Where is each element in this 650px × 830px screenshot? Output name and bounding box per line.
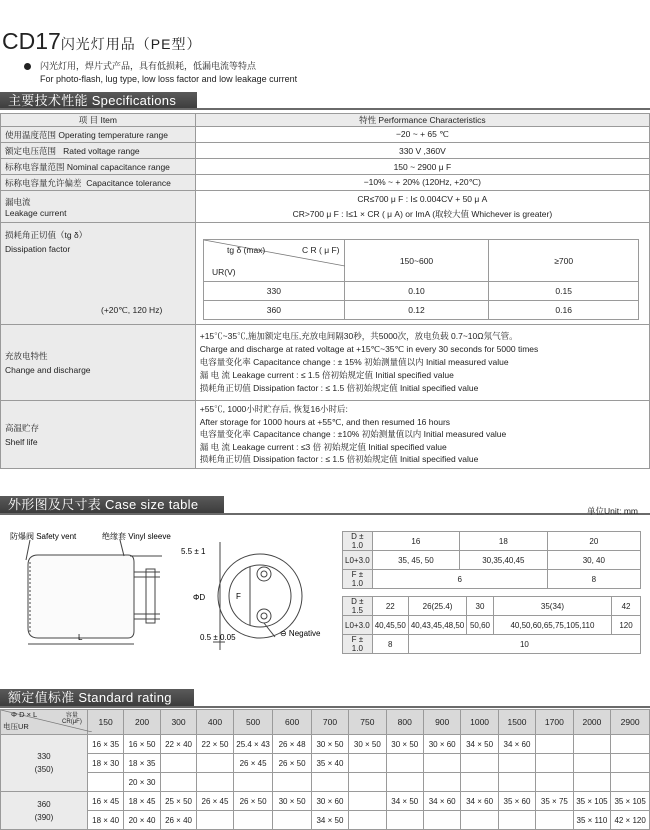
size-cell: 16 × 50 — [124, 735, 160, 754]
size-cell: 34 × 50 — [311, 811, 348, 830]
size-cell: 26 × 45 — [233, 754, 273, 773]
cap-header: 200 — [124, 710, 160, 735]
case-banner: 外形图及尺寸表 Case size table — [0, 496, 224, 513]
table-row — [1, 735, 650, 754]
size-cell: 25 × 50 — [160, 792, 196, 811]
size-cell: 26 × 50 — [233, 792, 273, 811]
size-cell — [349, 754, 386, 773]
leakage-label: 漏电流 Leakage current — [1, 191, 196, 223]
size-cell: 16 × 45 — [87, 792, 123, 811]
size-cell: 34 × 60 — [498, 735, 535, 754]
size-cell — [197, 754, 233, 773]
size-cell: 34 × 60 — [461, 792, 498, 811]
cap-header: 1500 — [498, 710, 535, 735]
spec-row-value: 330 V ,360V — [195, 143, 649, 159]
intro-cn: 闪光灯用，焊片式产品，具有低损耗，低漏电流等特点 — [40, 61, 257, 71]
model-code: CD17 — [2, 28, 61, 54]
spec-row-value: −20 ~ + 65 ℃ — [195, 127, 649, 143]
charge-value: +15℃~35℃,施加额定电压,充放电间隔30秒，共5000次，放电负载 0.7~10Ω氖气管。 Charge and discharge at rated voltage at +15℃~35℃ in every 30 seconds for 5000 times 电容量变化率 Capacitance change : ± 15% 初始测量值以内 Initial measured value 漏 电 流 Leakage current : ≤ 1.5 倍初始规定值 Initial specified value 损耗角正切值 Dissipation factor : ≤ 1.5 倍初始规定值 Initial specified value — [195, 325, 649, 401]
size-cell — [197, 773, 233, 792]
size-cell — [573, 754, 611, 773]
cap-header: 500 — [233, 710, 273, 735]
model-name: 闪光灯用品（PE型） — [60, 36, 202, 52]
table-row — [1, 754, 650, 773]
size-cell — [349, 773, 386, 792]
col-item: 项 目 Item — [1, 114, 196, 127]
cap-range-1: 150~600 — [344, 240, 489, 282]
spec-banner: 主要技术性能 Specifications — [0, 92, 197, 109]
cap-range-2: ≥700 — [489, 240, 639, 282]
bullet-icon — [24, 63, 31, 70]
cap-header: 750 — [349, 710, 386, 735]
size-cell: 18 × 45 — [124, 792, 160, 811]
size-cell: 35 × 40 — [311, 754, 348, 773]
size-cell — [273, 773, 311, 792]
size-cell — [423, 773, 460, 792]
cap-header: 800 — [386, 710, 423, 735]
case-table-2: D ± 1.5 22 26(25.4) 30 35(34) 42 L0+3.0 40,45,50 40,43,45,48,50 50,60 40,50,60,65,75,105,110 120 F ± 1.0 8 10 — [342, 596, 641, 654]
intro-en: For photo-flash, lug type, low loss factor and low leakage current — [40, 74, 298, 84]
size-cell: 42 × 120 — [611, 811, 650, 830]
size-cell: 16 × 35 — [87, 735, 123, 754]
spec-row-label: 额定电压范围 Rated voltage range — [1, 143, 196, 159]
negative-label: ⊖ Negative — [280, 629, 321, 638]
size-cell — [611, 773, 650, 792]
size-cell — [536, 773, 573, 792]
divider — [0, 513, 650, 515]
size-cell — [87, 773, 123, 792]
size-cell — [386, 811, 423, 830]
table-row — [1, 811, 650, 830]
size-cell: 35 × 105 — [611, 792, 650, 811]
size-cell — [349, 792, 386, 811]
cap-header: 2000 — [573, 710, 611, 735]
dissipation-label: 损耗角正切值（tg δ） Dissipation factor (+20℃, 120 Hz) — [1, 223, 196, 325]
size-cell — [423, 754, 460, 773]
cap-header: 150 — [87, 710, 123, 735]
spec-row-value: 150 ~ 2900 μ F — [195, 159, 649, 175]
size-cell — [573, 735, 611, 754]
table-row — [1, 792, 650, 811]
size-cell: 20 × 30 — [124, 773, 160, 792]
size-cell — [536, 811, 573, 830]
divider — [0, 706, 650, 708]
size-cell: 30 × 50 — [386, 735, 423, 754]
size-cell: 34 × 60 — [423, 792, 460, 811]
dissipation-table: tg δ (max) C R ( μ F) UR(V) 150~600 ≥700 330 0.10 0.15 360 0.12 0.16 — [203, 239, 639, 320]
size-cell: 34 × 50 — [386, 792, 423, 811]
cap-header: 1700 — [536, 710, 573, 735]
cap-header: 2900 — [611, 710, 650, 735]
size-cell: 22 × 50 — [197, 735, 233, 754]
size-cell: 18 × 35 — [124, 754, 160, 773]
size-cell — [160, 773, 196, 792]
size-cell — [573, 773, 611, 792]
sleeve-label: 绝缘套 Vinyl sleeve — [102, 532, 171, 541]
size-cell — [160, 754, 196, 773]
size-cell: 25.4 × 43 — [233, 735, 273, 754]
cap-header: 700 — [311, 710, 348, 735]
intro-text — [40, 60, 297, 86]
size-cell: 22 × 40 — [160, 735, 196, 754]
size-cell: 30 × 50 — [273, 792, 311, 811]
size-cell: 30 × 60 — [311, 792, 348, 811]
unit-label: 单位Unit: mm — [586, 506, 638, 516]
divider — [0, 108, 650, 110]
size-cell — [498, 811, 535, 830]
size-cell: 26 × 40 — [160, 811, 196, 830]
dim-5-5: 5.5 ± 1 — [181, 547, 206, 556]
cap-header: 400 — [197, 710, 233, 735]
size-cell: 26 × 48 — [273, 735, 311, 754]
cap-header: 900 — [423, 710, 460, 735]
size-cell — [461, 811, 498, 830]
size-cell: 35 × 105 — [573, 792, 611, 811]
cap-header: 600 — [273, 710, 311, 735]
spec-row-label: 标称电容量允许偏差 Capacitance tolerance — [1, 175, 196, 191]
size-cell: 30 × 50 — [311, 735, 348, 754]
size-cell — [311, 773, 348, 792]
size-cell: 30 × 50 — [349, 735, 386, 754]
size-cell — [233, 773, 273, 792]
size-cell — [461, 773, 498, 792]
voltage-cell: 330 (350) — [1, 735, 88, 792]
spec-row-label: 使用温度范围 Operating temperature range — [1, 127, 196, 143]
shelf-label: 高温贮存 Shelf life — [1, 401, 196, 469]
size-cell — [536, 735, 573, 754]
size-cell — [233, 811, 273, 830]
case-table-1: D ± 1.0 16 18 20 L0+3.0 35, 45, 50 30,35,40,45 30, 40 F ± 1.0 6 8 — [342, 531, 641, 589]
cap-header: 300 — [160, 710, 196, 735]
dissipation-corner-cell: tg δ (max) C R ( μ F) UR(V) — [204, 240, 345, 282]
voltage-cell: 360 (390) — [1, 792, 88, 830]
size-cell — [349, 811, 386, 830]
dim-L: L — [78, 633, 83, 642]
size-cell — [386, 754, 423, 773]
rating-table — [0, 709, 650, 830]
vent-label: 防爆阀 Safety vent — [10, 532, 77, 541]
spec-row-value: −10% ~ + 20% (120Hz, +20℃) — [195, 175, 649, 191]
charge-label: 充放电特性 Change and discharge — [1, 325, 196, 401]
size-cell — [611, 754, 650, 773]
table-row — [1, 773, 650, 792]
size-cell — [273, 811, 311, 830]
size-cell: 34 × 50 — [461, 735, 498, 754]
spec-row-label: 标称电容量范围 Nominal capacitance range — [1, 159, 196, 175]
case-drawing — [10, 522, 340, 652]
size-cell: 26 × 50 — [273, 754, 311, 773]
page-title — [2, 28, 202, 55]
cap-header: 1000 — [461, 710, 498, 735]
shelf-value: +55℃, 1000小时贮存后, 恢复16小时后: After storage for 1000 hours at +55℃, and then resumed 16 hours 电容量变化率 Capacitance change : ±10% 初始测量值以内 Initial measured value 漏 电 流 Leakage current : ≤3 倍 初始规定值 Initial specified value 损耗角正切值 Dissipation factor : ≤ 1.5 倍初始规定值 Initial specified value — [195, 401, 649, 469]
rating-banner: 额定值标准 Standard rating — [0, 689, 194, 706]
size-cell — [611, 735, 650, 754]
size-cell: 35 × 110 — [573, 811, 611, 830]
leakage-value: CR≤700 μ F : I≤ 0.004CV + 50 μ A CR>700 μ F : I≤1 × CR ( μ A) or ImA (取较大值 Whichever is greater) — [195, 191, 649, 223]
size-cell — [498, 754, 535, 773]
size-cell — [536, 754, 573, 773]
rating-corner: Φ D × L 容量CR(μF) 电压UR — [1, 710, 88, 735]
size-cell — [197, 811, 233, 830]
size-cell: 30 × 60 — [423, 735, 460, 754]
col-char: 特性 Performance Characteristics — [195, 114, 649, 127]
size-cell — [498, 773, 535, 792]
size-cell — [423, 811, 460, 830]
size-cell: 35 × 75 — [536, 792, 573, 811]
size-cell: 18 × 40 — [87, 811, 123, 830]
size-cell — [461, 754, 498, 773]
size-cell: 18 × 30 — [87, 754, 123, 773]
size-cell: 20 × 40 — [124, 811, 160, 830]
dim-phiD: ΦD — [193, 593, 206, 602]
size-cell: 26 × 45 — [197, 792, 233, 811]
size-cell: 35 × 60 — [498, 792, 535, 811]
dim-F: F — [236, 592, 241, 601]
dim-0-5: 0.5 ± 0.05 — [200, 633, 236, 642]
size-cell — [386, 773, 423, 792]
